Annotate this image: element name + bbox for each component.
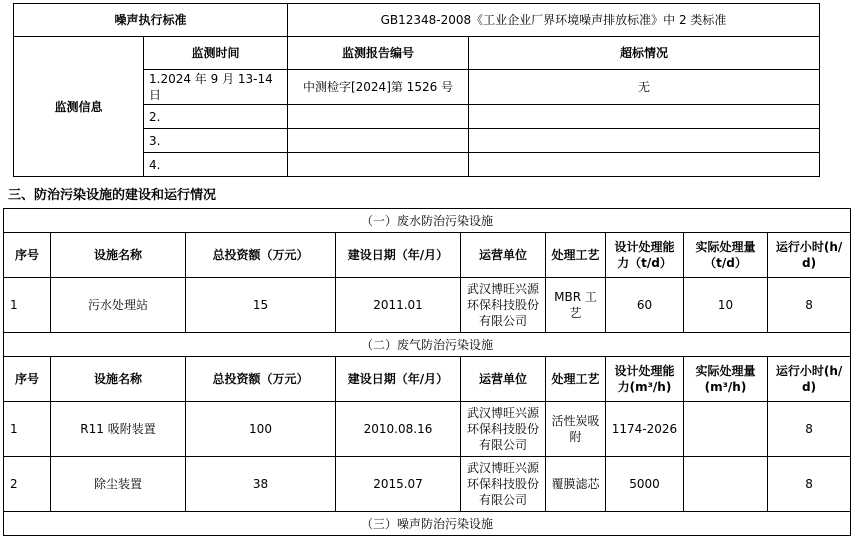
facility-column-header: 序号 [4,357,51,402]
facility-cell: 污水处理站 [51,278,186,333]
facility-column-header: 运营单位 [461,233,546,278]
facility-cell: 8 [768,457,851,512]
facility-cell: 2010.08.16 [336,402,461,457]
facility-column-header: 设施名称 [51,233,186,278]
monitoring-time-2: 2. [144,105,288,129]
facility-cell: 活性炭吸附 [546,402,606,457]
facility-column-header: 总投资额（万元） [186,233,336,278]
facilities-table [3,208,851,536]
facility-column-header: 设施名称 [51,357,186,402]
monitoring-report-1: 中测检字[2024]第 1526 号 [288,70,469,105]
monitoring-time-3: 3. [144,129,288,153]
facility-column-header: 序号 [4,233,51,278]
monitoring-exceedance-3 [469,129,820,153]
facility-column-header: 处理工艺 [546,357,606,402]
facility-cell [684,402,768,457]
facility-column-header: 处理工艺 [546,233,606,278]
facility-cell: 5000 [606,457,684,512]
facility-cell: R11 吸附装置 [51,402,186,457]
monitoring-exceedance-4 [469,153,820,177]
section-title: 三、防治污染设施的建设和运行情况 [8,188,217,204]
facility-cell: 60 [606,278,684,333]
monitoring-report-4 [288,153,469,177]
facility-column-header: 设计处理能力（t/d） [606,233,684,278]
facility-cell: 100 [186,402,336,457]
monitoring-report-3 [288,129,469,153]
facility-column-header: 运营单位 [461,357,546,402]
facility-cell [684,457,768,512]
noise-monitoring-table [13,3,820,177]
facility-cell: 1174-2026 [606,402,684,457]
facility-cell: 10 [684,278,768,333]
subsection-title-row [4,333,851,357]
monitoring-report-2 [288,105,469,129]
facility-header-row [4,233,851,278]
facility-row [4,278,851,333]
noise-standard-label: 噪声执行标准 [14,4,288,37]
facility-cell: 覆膜滤芯 [546,457,606,512]
monitoring-time-1: 1.2024 年 9 月 13-14 日 [144,70,288,105]
monitoring-exceedance-1: 无 [469,70,820,105]
monitoring-time-4: 4. [144,153,288,177]
facilities-table-body [4,209,851,536]
facility-column-header: 实际处理量（t/d） [684,233,768,278]
subsection-title-row [4,209,851,233]
facility-cell: 武汉博旺兴源环保科技股份有限公司 [461,278,546,333]
facility-row [4,457,851,512]
facility-cell: 1 [4,402,51,457]
facility-cell: 15 [186,278,336,333]
facility-header-row [4,357,851,402]
facility-column-header: 总投资额（万元） [186,357,336,402]
monitoring-header-report-no: 监测报告编号 [288,37,469,70]
monitoring-header-time: 监测时间 [144,37,288,70]
facility-cell: 2 [4,457,51,512]
facility-cell: 除尘装置 [51,457,186,512]
facility-column-header: 设计处理能力(m³/h) [606,357,684,402]
noise-standard-value: GB12348-2008《工业企业厂界环境噪声排放标准》中 2 类标准 [288,4,820,37]
subsection-title: （二）废气防治污染设施 [4,333,851,357]
facility-column-header: 运行小时(h/d) [768,357,851,402]
monitoring-exceedance-2 [469,105,820,129]
facility-cell: 8 [768,402,851,457]
facility-cell: 武汉博旺兴源环保科技股份有限公司 [461,402,546,457]
facility-column-header: 建设日期（年/月） [336,233,461,278]
facility-row [4,402,851,457]
monitoring-header-row [14,37,820,70]
subsection-title: （一）废水防治污染设施 [4,209,851,233]
subsection-title-row [4,512,851,536]
facility-cell: 2011.01 [336,278,461,333]
facility-column-header: 实际处理量(m³/h) [684,357,768,402]
facility-column-header: 建设日期（年/月） [336,357,461,402]
facility-cell: 38 [186,457,336,512]
noise-standard-row [14,4,820,37]
facility-cell: MBR 工艺 [546,278,606,333]
monitoring-info-label: 监测信息 [14,37,144,177]
facility-cell: 2015.07 [336,457,461,512]
facility-column-header: 运行小时(h/d) [768,233,851,278]
monitoring-header-exceedance: 超标情况 [469,37,820,70]
facility-cell: 1 [4,278,51,333]
facility-cell: 8 [768,278,851,333]
facility-cell: 武汉博旺兴源环保科技股份有限公司 [461,457,546,512]
subsection-title: （三）噪声防治污染设施 [4,512,851,536]
